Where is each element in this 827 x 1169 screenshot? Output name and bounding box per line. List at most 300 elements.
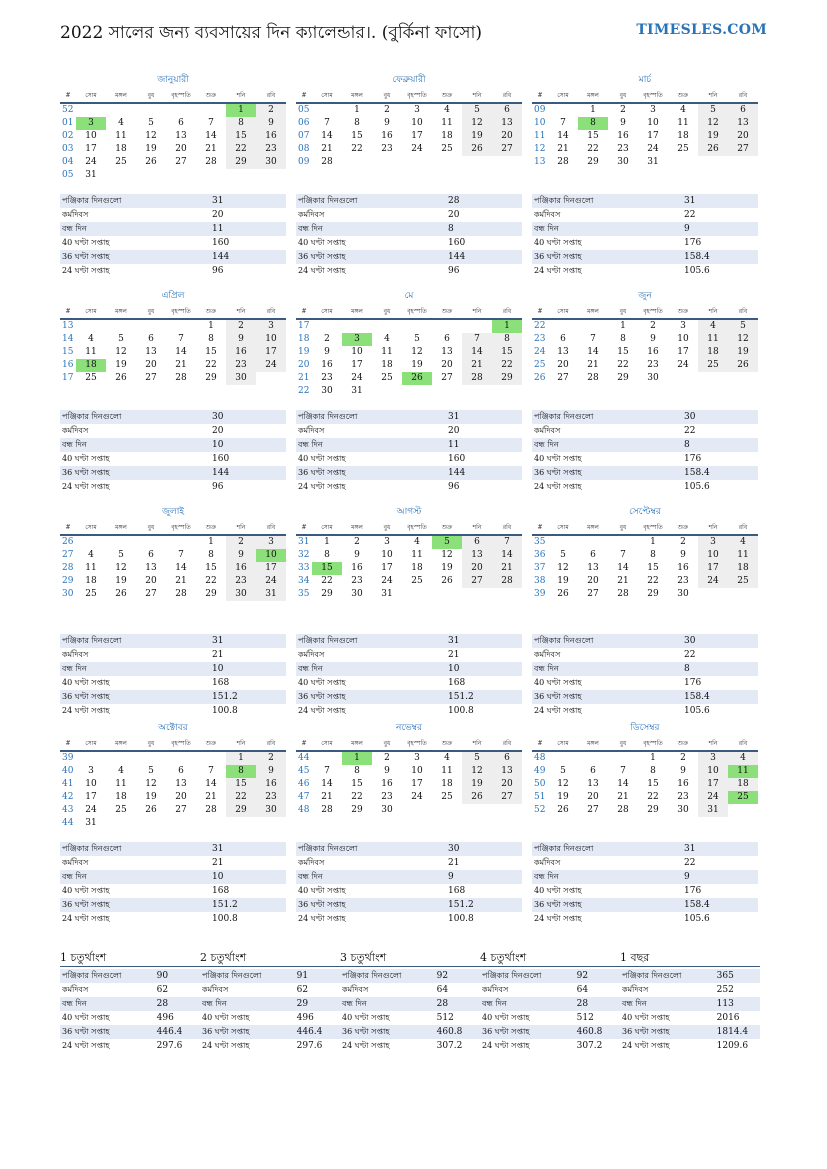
day-cell[interactable]: 3 xyxy=(256,536,286,549)
day-cell[interactable]: 29 xyxy=(492,372,522,385)
day-cell[interactable]: 24 xyxy=(351,373,363,383)
day-cell[interactable]: 14 xyxy=(321,131,333,141)
day-cell[interactable]: 8 xyxy=(226,117,256,130)
day-cell[interactable]: 25 xyxy=(411,576,423,586)
day-cell[interactable]: 23 xyxy=(226,359,256,372)
day-cell[interactable]: 3 xyxy=(650,105,656,115)
day-cell[interactable]: 3 xyxy=(414,105,420,115)
day-cell[interactable]: 3 xyxy=(414,753,420,763)
day-cell[interactable]: 9 xyxy=(650,334,656,344)
day-cell[interactable]: 6 xyxy=(178,118,184,128)
day-cell[interactable]: 22 xyxy=(226,143,256,156)
day-cell[interactable]: 21 xyxy=(557,144,569,154)
day-cell[interactable]: 29 xyxy=(351,805,363,815)
day-cell[interactable]: 14 xyxy=(175,347,187,357)
day-cell[interactable]: 27 xyxy=(145,373,157,383)
day-cell[interactable]: 13 xyxy=(145,563,157,573)
day-cell[interactable]: 5 xyxy=(414,334,420,344)
day-cell[interactable]: 24 xyxy=(647,144,659,154)
day-cell[interactable]: 29 xyxy=(587,157,599,167)
day-cell[interactable]: 17 xyxy=(677,347,689,357)
day-cell[interactable]: 8 xyxy=(354,766,360,776)
day-cell[interactable]: 5 xyxy=(148,766,154,776)
day-cell[interactable]: 25 xyxy=(698,359,728,372)
day-cell[interactable]: 3 xyxy=(256,320,286,333)
day-cell[interactable]: 22 xyxy=(205,576,217,586)
day-cell[interactable]: 2 xyxy=(226,320,256,333)
day-cell[interactable]: 21 xyxy=(205,792,217,802)
day-cell[interactable]: 18 xyxy=(441,131,453,141)
day-cell[interactable]: 1 xyxy=(208,537,214,547)
day-cell[interactable]: 9 xyxy=(384,766,390,776)
day-cell[interactable]: 29 xyxy=(321,589,333,599)
day-cell[interactable]: 3 xyxy=(384,537,390,547)
holiday-day-cell[interactable]: 3 xyxy=(342,333,372,346)
day-cell[interactable]: 24 xyxy=(256,359,286,372)
day-cell[interactable]: 12 xyxy=(557,563,569,573)
day-cell[interactable]: 30 xyxy=(226,372,256,385)
day-cell[interactable]: 29 xyxy=(205,589,217,599)
day-cell[interactable]: 17 xyxy=(256,562,286,575)
holiday-day-cell[interactable]: 18 xyxy=(76,359,106,372)
day-cell[interactable]: 14 xyxy=(492,549,522,562)
day-cell[interactable]: 16 xyxy=(256,130,286,143)
day-cell[interactable]: 11 xyxy=(441,766,453,776)
day-cell[interactable]: 28 xyxy=(587,373,599,383)
day-cell[interactable]: 17 xyxy=(411,131,423,141)
day-cell[interactable]: 20 xyxy=(462,562,492,575)
day-cell[interactable]: 29 xyxy=(205,373,217,383)
day-cell[interactable]: 16 xyxy=(321,360,333,370)
day-cell[interactable]: 23 xyxy=(677,576,689,586)
day-cell[interactable]: 22 xyxy=(647,576,659,586)
day-cell[interactable]: 28 xyxy=(205,805,217,815)
day-cell[interactable]: 19 xyxy=(115,576,127,586)
day-cell[interactable]: 18 xyxy=(381,360,393,370)
day-cell[interactable]: 4 xyxy=(414,537,420,547)
day-cell[interactable]: 14 xyxy=(587,347,599,357)
day-cell[interactable]: 14 xyxy=(205,131,217,141)
day-cell[interactable]: 5 xyxy=(698,104,728,117)
day-cell[interactable]: 19 xyxy=(411,360,423,370)
day-cell[interactable]: 19 xyxy=(728,346,758,359)
day-cell[interactable]: 12 xyxy=(145,779,157,789)
day-cell[interactable]: 6 xyxy=(148,334,154,344)
day-cell[interactable]: 26 xyxy=(441,576,453,586)
day-cell[interactable]: 9 xyxy=(620,118,626,128)
day-cell[interactable]: 1 xyxy=(650,753,656,763)
day-cell[interactable]: 11 xyxy=(411,550,423,560)
day-cell[interactable]: 17 xyxy=(698,562,728,575)
day-cell[interactable]: 15 xyxy=(587,131,599,141)
day-cell[interactable]: 8 xyxy=(492,333,522,346)
day-cell[interactable]: 17 xyxy=(411,779,423,789)
day-cell[interactable]: 21 xyxy=(617,792,629,802)
day-cell[interactable]: 9 xyxy=(680,550,686,560)
day-cell[interactable]: 28 xyxy=(462,372,492,385)
holiday-day-cell[interactable]: 1 xyxy=(226,104,256,117)
day-cell[interactable]: 21 xyxy=(617,576,629,586)
day-cell[interactable]: 2 xyxy=(650,321,656,331)
day-cell[interactable]: 18 xyxy=(85,576,97,586)
holiday-day-cell[interactable]: 8 xyxy=(226,765,256,778)
day-cell[interactable]: 5 xyxy=(462,104,492,117)
day-cell[interactable]: 14 xyxy=(205,779,217,789)
day-cell[interactable]: 23 xyxy=(677,792,689,802)
day-cell[interactable]: 23 xyxy=(256,143,286,156)
day-cell[interactable]: 31 xyxy=(647,157,659,167)
day-cell[interactable]: 24 xyxy=(677,360,689,370)
day-cell[interactable]: 10 xyxy=(411,766,423,776)
day-cell[interactable]: 27 xyxy=(175,157,187,167)
day-cell[interactable]: 18 xyxy=(698,346,728,359)
day-cell[interactable]: 9 xyxy=(226,549,256,562)
day-cell[interactable]: 23 xyxy=(381,144,393,154)
day-cell[interactable]: 12 xyxy=(698,117,728,130)
day-cell[interactable]: 17 xyxy=(256,346,286,359)
day-cell[interactable]: 11 xyxy=(85,347,97,357)
day-cell[interactable]: 6 xyxy=(462,536,492,549)
day-cell[interactable]: 4 xyxy=(698,320,728,333)
day-cell[interactable]: 27 xyxy=(587,589,599,599)
day-cell[interactable]: 11 xyxy=(728,549,758,562)
day-cell[interactable]: 26 xyxy=(115,589,127,599)
day-cell[interactable]: 20 xyxy=(441,360,453,370)
day-cell[interactable]: 13 xyxy=(728,117,758,130)
day-cell[interactable]: 30 xyxy=(256,804,286,817)
day-cell[interactable]: 10 xyxy=(85,131,97,141)
day-cell[interactable]: 13 xyxy=(492,117,522,130)
day-cell[interactable]: 12 xyxy=(145,131,157,141)
day-cell[interactable]: 13 xyxy=(145,347,157,357)
day-cell[interactable]: 1 xyxy=(226,752,256,765)
day-cell[interactable]: 10 xyxy=(698,549,728,562)
day-cell[interactable]: 30 xyxy=(256,156,286,169)
day-cell[interactable]: 15 xyxy=(351,779,363,789)
day-cell[interactable]: 21 xyxy=(462,359,492,372)
day-cell[interactable]: 28 xyxy=(617,589,629,599)
day-cell[interactable]: 6 xyxy=(492,752,522,765)
day-cell[interactable]: 15 xyxy=(226,778,256,791)
day-cell[interactable]: 13 xyxy=(175,779,187,789)
day-cell[interactable]: 24 xyxy=(411,792,423,802)
day-cell[interactable]: 14 xyxy=(617,563,629,573)
day-cell[interactable]: 19 xyxy=(557,576,569,586)
day-cell[interactable]: 7 xyxy=(462,333,492,346)
day-cell[interactable]: 7 xyxy=(620,550,626,560)
day-cell[interactable]: 22 xyxy=(321,576,333,586)
day-cell[interactable]: 6 xyxy=(444,334,450,344)
day-cell[interactable]: 11 xyxy=(441,118,453,128)
day-cell[interactable]: 4 xyxy=(88,334,94,344)
day-cell[interactable]: 7 xyxy=(620,766,626,776)
day-cell[interactable]: 19 xyxy=(145,144,157,154)
day-cell[interactable]: 15 xyxy=(617,347,629,357)
day-cell[interactable]: 5 xyxy=(462,752,492,765)
holiday-day-cell[interactable]: 1 xyxy=(342,752,372,765)
day-cell[interactable]: 1 xyxy=(650,537,656,547)
day-cell[interactable]: 17 xyxy=(85,144,97,154)
day-cell[interactable]: 16 xyxy=(226,562,256,575)
day-cell[interactable]: 22 xyxy=(492,359,522,372)
day-cell[interactable]: 21 xyxy=(205,144,217,154)
day-cell[interactable]: 8 xyxy=(650,550,656,560)
day-cell[interactable]: 12 xyxy=(115,347,127,357)
day-cell[interactable]: 28 xyxy=(617,805,629,815)
day-cell[interactable]: 7 xyxy=(324,766,330,776)
day-cell[interactable]: 13 xyxy=(462,549,492,562)
day-cell[interactable]: 1 xyxy=(620,321,626,331)
day-cell[interactable]: 28 xyxy=(175,589,187,599)
day-cell[interactable]: 16 xyxy=(677,563,689,573)
day-cell[interactable]: 24 xyxy=(85,805,97,815)
day-cell[interactable]: 2 xyxy=(324,334,330,344)
day-cell[interactable]: 8 xyxy=(324,550,330,560)
day-cell[interactable]: 3 xyxy=(698,536,728,549)
day-cell[interactable]: 15 xyxy=(647,563,659,573)
day-cell[interactable]: 27 xyxy=(462,575,492,588)
day-cell[interactable]: 3 xyxy=(680,321,686,331)
day-cell[interactable]: 12 xyxy=(462,117,492,130)
day-cell[interactable]: 6 xyxy=(590,766,596,776)
day-cell[interactable]: 24 xyxy=(256,575,286,588)
holiday-day-cell[interactable]: 26 xyxy=(402,372,432,385)
day-cell[interactable]: 30 xyxy=(381,805,393,815)
day-cell[interactable]: 9 xyxy=(324,347,330,357)
day-cell[interactable]: 18 xyxy=(411,563,423,573)
day-cell[interactable]: 5 xyxy=(560,766,566,776)
day-cell[interactable]: 13 xyxy=(175,131,187,141)
day-cell[interactable]: 22 xyxy=(647,792,659,802)
day-cell[interactable]: 31 xyxy=(698,804,728,817)
day-cell[interactable]: 19 xyxy=(115,360,127,370)
day-cell[interactable]: 4 xyxy=(444,753,450,763)
day-cell[interactable]: 27 xyxy=(557,373,569,383)
day-cell[interactable]: 12 xyxy=(557,779,569,789)
day-cell[interactable]: 12 xyxy=(411,347,423,357)
day-cell[interactable]: 27 xyxy=(728,143,758,156)
day-cell[interactable]: 29 xyxy=(647,805,659,815)
day-cell[interactable]: 25 xyxy=(85,373,97,383)
day-cell[interactable]: 13 xyxy=(557,347,569,357)
day-cell[interactable]: 25 xyxy=(381,373,393,383)
day-cell[interactable]: 26 xyxy=(145,157,157,167)
day-cell[interactable]: 19 xyxy=(462,778,492,791)
day-cell[interactable]: 18 xyxy=(115,792,127,802)
day-cell[interactable]: 16 xyxy=(617,131,629,141)
day-cell[interactable]: 5 xyxy=(560,550,566,560)
day-cell[interactable]: 14 xyxy=(557,131,569,141)
day-cell[interactable]: 26 xyxy=(462,143,492,156)
day-cell[interactable]: 8 xyxy=(620,334,626,344)
day-cell[interactable]: 28 xyxy=(557,157,569,167)
day-cell[interactable]: 7 xyxy=(178,334,184,344)
day-cell[interactable]: 21 xyxy=(321,792,333,802)
day-cell[interactable]: 27 xyxy=(587,805,599,815)
day-cell[interactable]: 20 xyxy=(587,792,599,802)
day-cell[interactable]: 23 xyxy=(381,792,393,802)
day-cell[interactable]: 10 xyxy=(381,550,393,560)
day-cell[interactable]: 15 xyxy=(647,779,659,789)
day-cell[interactable]: 14 xyxy=(321,779,333,789)
day-cell[interactable]: 9 xyxy=(680,766,686,776)
day-cell[interactable]: 17 xyxy=(351,360,363,370)
day-cell[interactable]: 24 xyxy=(381,576,393,586)
holiday-day-cell[interactable]: 15 xyxy=(312,562,342,575)
day-cell[interactable]: 4 xyxy=(118,766,124,776)
day-cell[interactable]: 28 xyxy=(492,575,522,588)
day-cell[interactable]: 8 xyxy=(354,118,360,128)
day-cell[interactable]: 2 xyxy=(384,105,390,115)
day-cell[interactable]: 22 xyxy=(617,360,629,370)
day-cell[interactable]: 1 xyxy=(324,537,330,547)
day-cell[interactable]: 2 xyxy=(256,104,286,117)
day-cell[interactable]: 27 xyxy=(145,589,157,599)
day-cell[interactable]: 25 xyxy=(728,575,758,588)
day-cell[interactable]: 29 xyxy=(226,804,256,817)
day-cell[interactable]: 31 xyxy=(85,818,97,828)
day-cell[interactable]: 28 xyxy=(321,157,333,167)
day-cell[interactable]: 22 xyxy=(226,791,256,804)
day-cell[interactable]: 21 xyxy=(321,144,333,154)
day-cell[interactable]: 25 xyxy=(115,805,127,815)
day-cell[interactable]: 31 xyxy=(351,386,363,396)
day-cell[interactable]: 11 xyxy=(115,131,127,141)
day-cell[interactable]: 20 xyxy=(145,576,157,586)
day-cell[interactable]: 23 xyxy=(226,575,256,588)
day-cell[interactable]: 6 xyxy=(492,104,522,117)
day-cell[interactable]: 20 xyxy=(175,792,187,802)
day-cell[interactable]: 21 xyxy=(175,576,187,586)
day-cell[interactable]: 9 xyxy=(256,117,286,130)
day-cell[interactable]: 10 xyxy=(351,347,363,357)
day-cell[interactable]: 21 xyxy=(492,562,522,575)
day-cell[interactable]: 5 xyxy=(118,334,124,344)
day-cell[interactable]: 1 xyxy=(354,105,360,115)
day-cell[interactable]: 17 xyxy=(85,792,97,802)
day-cell[interactable]: 23 xyxy=(647,360,659,370)
day-cell[interactable]: 17 xyxy=(381,563,393,573)
day-cell[interactable]: 28 xyxy=(175,373,187,383)
day-cell[interactable]: 26 xyxy=(145,805,157,815)
day-cell[interactable]: 26 xyxy=(698,143,728,156)
day-cell[interactable]: 26 xyxy=(557,805,569,815)
day-cell[interactable]: 26 xyxy=(728,359,758,372)
day-cell[interactable]: 22 xyxy=(587,144,599,154)
day-cell[interactable]: 6 xyxy=(178,766,184,776)
day-cell[interactable]: 10 xyxy=(677,334,689,344)
day-cell[interactable]: 2 xyxy=(226,536,256,549)
day-cell[interactable]: 25 xyxy=(441,792,453,802)
day-cell[interactable]: 24 xyxy=(85,157,97,167)
day-cell[interactable]: 16 xyxy=(647,347,659,357)
day-cell[interactable]: 8 xyxy=(650,766,656,776)
day-cell[interactable]: 16 xyxy=(381,779,393,789)
day-cell[interactable]: 4 xyxy=(384,334,390,344)
day-cell[interactable]: 15 xyxy=(351,131,363,141)
day-cell[interactable]: 27 xyxy=(492,143,522,156)
day-cell[interactable]: 24 xyxy=(698,575,728,588)
day-cell[interactable]: 10 xyxy=(647,118,659,128)
day-cell[interactable]: 9 xyxy=(354,550,360,560)
day-cell[interactable]: 30 xyxy=(321,386,333,396)
day-cell[interactable]: 2 xyxy=(354,537,360,547)
day-cell[interactable]: 2 xyxy=(680,753,686,763)
day-cell[interactable]: 12 xyxy=(462,765,492,778)
day-cell[interactable]: 19 xyxy=(698,130,728,143)
day-cell[interactable]: 30 xyxy=(617,157,629,167)
day-cell[interactable]: 18 xyxy=(677,131,689,141)
day-cell[interactable]: 30 xyxy=(226,588,256,601)
day-cell[interactable]: 13 xyxy=(587,779,599,789)
day-cell[interactable]: 31 xyxy=(381,589,393,599)
day-cell[interactable]: 13 xyxy=(441,347,453,357)
day-cell[interactable]: 8 xyxy=(208,550,214,560)
day-cell[interactable]: 17 xyxy=(647,131,659,141)
day-cell[interactable]: 25 xyxy=(85,589,97,599)
day-cell[interactable]: 17 xyxy=(698,778,728,791)
brand-logo[interactable]: TIMESLES.COM xyxy=(636,22,767,38)
day-cell[interactable]: 22 xyxy=(351,144,363,154)
day-cell[interactable]: 9 xyxy=(384,118,390,128)
day-cell[interactable]: 10 xyxy=(698,765,728,778)
day-cell[interactable]: 15 xyxy=(226,130,256,143)
day-cell[interactable]: 6 xyxy=(590,550,596,560)
day-cell[interactable]: 18 xyxy=(115,144,127,154)
day-cell[interactable]: 18 xyxy=(441,779,453,789)
day-cell[interactable]: 13 xyxy=(587,563,599,573)
day-cell[interactable]: 14 xyxy=(175,563,187,573)
day-cell[interactable]: 9 xyxy=(256,765,286,778)
day-cell[interactable]: 23 xyxy=(351,576,363,586)
day-cell[interactable]: 11 xyxy=(698,333,728,346)
day-cell[interactable]: 20 xyxy=(145,360,157,370)
day-cell[interactable]: 27 xyxy=(441,373,453,383)
day-cell[interactable]: 20 xyxy=(175,144,187,154)
day-cell[interactable]: 20 xyxy=(728,130,758,143)
day-cell[interactable]: 19 xyxy=(462,130,492,143)
day-cell[interactable]: 21 xyxy=(175,360,187,370)
day-cell[interactable]: 15 xyxy=(205,347,217,357)
day-cell[interactable]: 4 xyxy=(728,536,758,549)
day-cell[interactable]: 5 xyxy=(148,118,154,128)
day-cell[interactable]: 10 xyxy=(85,779,97,789)
day-cell[interactable]: 4 xyxy=(728,752,758,765)
day-cell[interactable]: 20 xyxy=(492,778,522,791)
day-cell[interactable]: 15 xyxy=(492,346,522,359)
day-cell[interactable]: 25 xyxy=(115,157,127,167)
day-cell[interactable]: 28 xyxy=(205,157,217,167)
day-cell[interactable]: 6 xyxy=(560,334,566,344)
day-cell[interactable]: 29 xyxy=(226,156,256,169)
day-cell[interactable]: 6 xyxy=(728,104,758,117)
day-cell[interactable]: 1 xyxy=(590,105,596,115)
day-cell[interactable]: 22 xyxy=(205,360,217,370)
day-cell[interactable]: 7 xyxy=(560,118,566,128)
day-cell[interactable]: 7 xyxy=(324,118,330,128)
day-cell[interactable]: 5 xyxy=(118,550,124,560)
day-cell[interactable]: 10 xyxy=(411,118,423,128)
day-cell[interactable]: 24 xyxy=(698,791,728,804)
day-cell[interactable]: 26 xyxy=(557,589,569,599)
day-cell[interactable]: 18 xyxy=(728,562,758,575)
day-cell[interactable]: 30 xyxy=(677,805,689,815)
day-cell[interactable]: 6 xyxy=(148,550,154,560)
day-cell[interactable]: 2 xyxy=(680,537,686,547)
day-cell[interactable]: 11 xyxy=(677,118,689,128)
day-cell[interactable]: 7 xyxy=(178,550,184,560)
day-cell[interactable]: 19 xyxy=(441,563,453,573)
